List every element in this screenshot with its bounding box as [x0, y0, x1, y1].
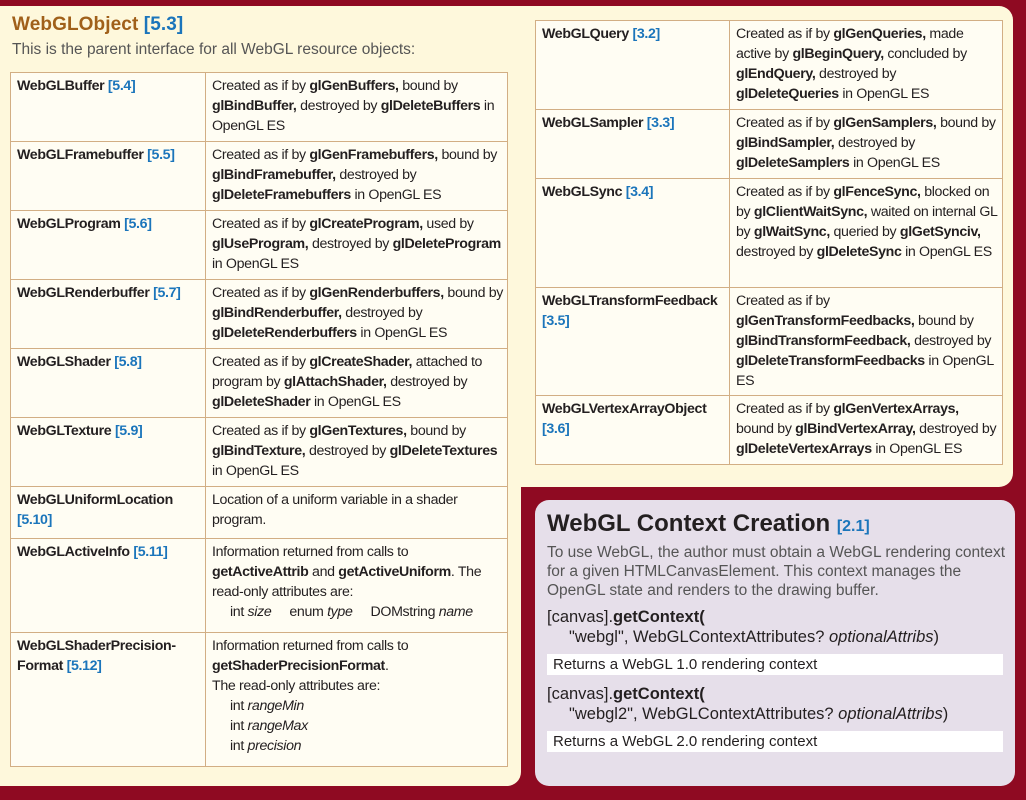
table-row	[11, 211, 508, 280]
attribute: int precision	[230, 738, 302, 754]
object-name: WebGLVertexArrayObject	[542, 401, 707, 417]
table-row	[536, 21, 1003, 110]
table-row	[11, 418, 508, 487]
object-desc-cell: Created as if by glGenSamplers, bound by glBindSampler, destroyed by glDeleteSamplers in OpenGL ES	[730, 110, 1003, 179]
object-name-cell	[11, 280, 206, 349]
object-ref-link[interactable]: [3.2]	[632, 26, 660, 42]
object-name: WebGLFramebuffer	[17, 147, 148, 163]
function-name: glBindFramebuffer,	[212, 167, 336, 183]
function-name: glGenQueries,	[833, 26, 926, 42]
section-title-text: WebGLObject	[12, 14, 139, 35]
object-name-cell	[11, 418, 206, 487]
call-prefix: [canvas].	[547, 685, 614, 703]
context-creation-panel	[535, 500, 1015, 786]
function-name: glDeleteVertexArrays	[736, 441, 872, 457]
function-name: glClientWaitSync,	[753, 204, 868, 220]
attribute-name: size	[247, 604, 272, 620]
object-ref-link[interactable]: [5.10]	[17, 512, 52, 528]
object-ref-link[interactable]: [5.5]	[147, 147, 175, 163]
table-row	[11, 280, 508, 349]
function-name: glBindTexture,	[212, 443, 306, 459]
object-desc-cell: Location of a uniform variable in a shader program.	[206, 487, 508, 539]
table-row	[536, 110, 1003, 179]
object-name-cell	[11, 349, 206, 418]
table-row	[11, 349, 508, 418]
call-close: )	[933, 628, 940, 646]
function-name: glFenceSync,	[833, 184, 921, 200]
function-name: glDeleteRenderbuffers	[212, 325, 357, 341]
function-name: glDeleteSync	[816, 244, 902, 260]
object-ref-link[interactable]: [5.12]	[66, 658, 102, 674]
table-row	[536, 288, 1003, 396]
object-name-cell	[536, 110, 730, 179]
function-name: getActiveUniform	[338, 564, 451, 580]
call-args-text: "webgl2", WebGLContextAttributes?	[569, 705, 839, 723]
object-desc-cell: Created as if by glGenTransformFeedbacks, bound by glBindTransformFeedback, destroyed by glDeleteTransformFeedbacks in OpenGL ES	[730, 288, 1003, 396]
call-args-text: "webgl", WebGLContextAttributes?	[569, 628, 829, 646]
function-name: glDeleteQueries	[736, 86, 839, 102]
function-name: glDeleteSamplers	[736, 155, 850, 171]
object-desc-cell: Created as if by glGenBuffers, bound by glBindBuffer, destroyed by glDeleteBuffers in OpenGL ES	[206, 73, 508, 142]
context-ref-link[interactable]: [2.1]	[836, 518, 870, 535]
function-name: glDeleteFramebuffers	[212, 187, 351, 203]
function-name: glDeleteTransformFeedbacks	[736, 353, 925, 369]
call-method: getContext(	[613, 685, 705, 703]
returns-webgl2: Returns a WebGL 2.0 rendering context	[547, 731, 1003, 752]
table-row	[11, 142, 508, 211]
function-name: glGenFramebuffers,	[309, 147, 438, 163]
function-name: glEndQuery,	[736, 66, 816, 82]
object-name: WebGLUniformLocation	[17, 492, 173, 508]
section-ref-link[interactable]: [5.3]	[143, 14, 184, 35]
object-desc-cell: Created as if by glGenVertexArrays, bound by glBindVertexArray, destroyed by glDeleteVertexArrays in OpenGL ES	[730, 396, 1003, 465]
function-name: glGenSamplers,	[833, 115, 937, 131]
object-name: WebGLSampler	[542, 115, 647, 131]
get-context-webgl2	[547, 684, 948, 724]
table-row	[536, 396, 1003, 465]
object-name-cell	[11, 633, 206, 767]
attribute: enum type	[289, 604, 353, 620]
attribute-name: rangeMax	[247, 718, 308, 734]
function-name: glBindBuffer,	[212, 98, 297, 114]
object-name-cell	[11, 487, 206, 539]
attribute-name: type	[327, 604, 353, 620]
object-ref-link[interactable]: [5.7]	[153, 285, 181, 301]
object-desc-cell: Created as if by glCreateProgram, used by glUseProgram, destroyed by glDeleteProgram in OpenGL ES	[206, 211, 508, 280]
function-name: glCreateShader,	[309, 354, 413, 370]
object-ref-link[interactable]: [5.6]	[124, 216, 152, 232]
object-name-cell	[536, 288, 730, 396]
function-name: glUseProgram,	[212, 236, 309, 252]
object-ref-link[interactable]: [5.9]	[114, 423, 143, 439]
get-context-webgl	[547, 607, 939, 647]
context-creation-title	[547, 510, 870, 538]
attribute: int rangeMax	[230, 718, 308, 734]
function-name: glBeginQuery,	[792, 46, 884, 62]
object-name-cell	[11, 211, 206, 280]
attribute-name: name	[438, 604, 473, 620]
function-name: glGetSynciv,	[899, 224, 981, 240]
attribute: int rangeMin	[230, 698, 304, 714]
call-method: getContext(	[613, 608, 705, 626]
function-name: glGenTextures,	[309, 423, 407, 439]
call-close: )	[942, 705, 949, 723]
function-name: glDeleteTextures	[389, 443, 498, 459]
attribute-name: precision	[247, 738, 302, 754]
object-ref-link[interactable]: [5.11]	[133, 544, 168, 560]
object-name-cell	[536, 179, 730, 288]
function-name: glGenTransformFeedbacks,	[736, 313, 915, 329]
object-ref-link[interactable]: [5.8]	[114, 354, 142, 370]
object-name: WebGLShader	[17, 354, 115, 370]
section-title	[12, 14, 183, 36]
function-name: glCreateProgram,	[309, 216, 423, 232]
object-name: WebGLTexture	[17, 423, 115, 439]
object-name: WebGLRenderbuffer	[17, 285, 154, 301]
context-title-text: WebGL Context Creation	[547, 510, 831, 537]
function-name: getShaderPrecisionFormat	[212, 658, 385, 674]
attribute-name: rangeMin	[247, 698, 304, 714]
object-name-cell	[536, 21, 730, 110]
call-prefix: [canvas].	[547, 608, 614, 626]
call-args	[547, 627, 939, 647]
attribute: DOMstring name	[370, 604, 473, 620]
function-name: glGenBuffers,	[309, 78, 399, 94]
object-name-cell	[536, 396, 730, 465]
attributes-label: The read-only attributes are:	[212, 678, 381, 694]
object-ref-link[interactable]: [3.4]	[625, 184, 654, 200]
function-name: glAttachShader,	[283, 374, 387, 390]
function-name: glBindSampler,	[736, 135, 835, 151]
object-ref-link[interactable]: [3.3]	[646, 115, 675, 131]
attribute: int size	[230, 604, 272, 620]
object-name: WebGLSync	[542, 184, 626, 200]
object-ref-link[interactable]: [5.4]	[107, 78, 136, 94]
section-intro: This is the parent interface for all WebGL resource objects:	[12, 41, 416, 58]
object-name: WebGLQuery	[542, 26, 633, 42]
object-desc-cell: Created as if by glGenQueries, made active by glBeginQuery, concluded by glEndQuery, destroyed by glDeleteQueries in OpenGL ES	[730, 21, 1003, 110]
function-name: glDeleteShader	[212, 394, 311, 410]
object-name: WebGLActiveInfo	[17, 544, 134, 560]
function-name: getActiveAttrib	[212, 564, 309, 580]
table-row	[11, 487, 508, 539]
function-name: glWaitSync,	[753, 224, 830, 240]
function-name: glDeleteProgram	[392, 236, 501, 252]
object-desc-cell: Created as if by glGenTextures, bound by glBindTexture, destroyed by glDeleteTextures in OpenGL ES	[206, 418, 508, 487]
object-name: WebGLBuffer	[17, 78, 108, 94]
object-desc-cell: Created as if by glFenceSync, blocked on by glClientWaitSync, waited on internal GL by glWaitSync, queried by glGetSynciv, destroyed by glDeleteSync in OpenGL ES	[730, 179, 1003, 288]
table-row	[536, 179, 1003, 288]
function-name: glBindVertexArray,	[795, 421, 916, 437]
object-name: WebGLTransformFeedback	[542, 293, 718, 309]
object-desc-cell: Created as if by glGenRenderbuffers, bound by glBindRenderbuffer, destroyed by glDeleteRenderbuffers in OpenGL ES	[206, 280, 508, 349]
table-row	[11, 539, 508, 633]
attribute-list	[212, 602, 503, 622]
object-name-cell	[11, 73, 206, 142]
context-intro: To use WebGL, the author must obtain a WebGL rendering context for a given HTMLCanvasElement. This context manages the OpenGL state and renders to the drawing buffer.	[547, 544, 1006, 599]
function-name: glBindTransformFeedback,	[736, 333, 911, 349]
object-table-right	[535, 20, 1003, 465]
function-name: glGenVertexArrays,	[833, 401, 959, 417]
returns-webgl1: Returns a WebGL 1.0 rendering context	[547, 654, 1003, 675]
object-name: WebGLProgram	[17, 216, 125, 232]
object-table-left	[10, 72, 508, 767]
table-row	[11, 633, 508, 767]
object-desc-cell: Information returned from calls to getActiveAttrib and getActiveUniform. The read-only attributes are: int size enum type DOMstring name	[206, 539, 508, 633]
object-name-cell	[11, 142, 206, 211]
function-name: glDeleteBuffers	[380, 98, 481, 114]
call-arg-italic: optionalAttribs	[838, 705, 943, 723]
object-ref-link[interactable]: [3.5]	[542, 313, 570, 329]
object-ref-link[interactable]: [3.6]	[542, 421, 570, 437]
object-desc-cell: Created as if by glGenFramebuffers, bound by glBindFramebuffer, destroyed by glDeleteFramebuffers in OpenGL ES	[206, 142, 508, 211]
call-arg-italic: optionalAttribs	[828, 628, 934, 646]
object-name-cell	[11, 539, 206, 633]
call-args	[547, 704, 948, 724]
table-row	[11, 73, 508, 142]
function-name: glBindRenderbuffer,	[212, 305, 342, 321]
object-desc-cell: Information returned from calls to getShaderPrecisionFormat. The read-only attributes are: int rangeMin int rangeMax int precision	[206, 633, 508, 767]
function-name: glGenRenderbuffers,	[309, 285, 444, 301]
object-name: WebGLShaderPrecision-Format	[17, 638, 176, 674]
object-desc-cell: Created as if by glCreateShader, attached to program by glAttachShader, destroyed by glDeleteShader in OpenGL ES	[206, 349, 508, 418]
